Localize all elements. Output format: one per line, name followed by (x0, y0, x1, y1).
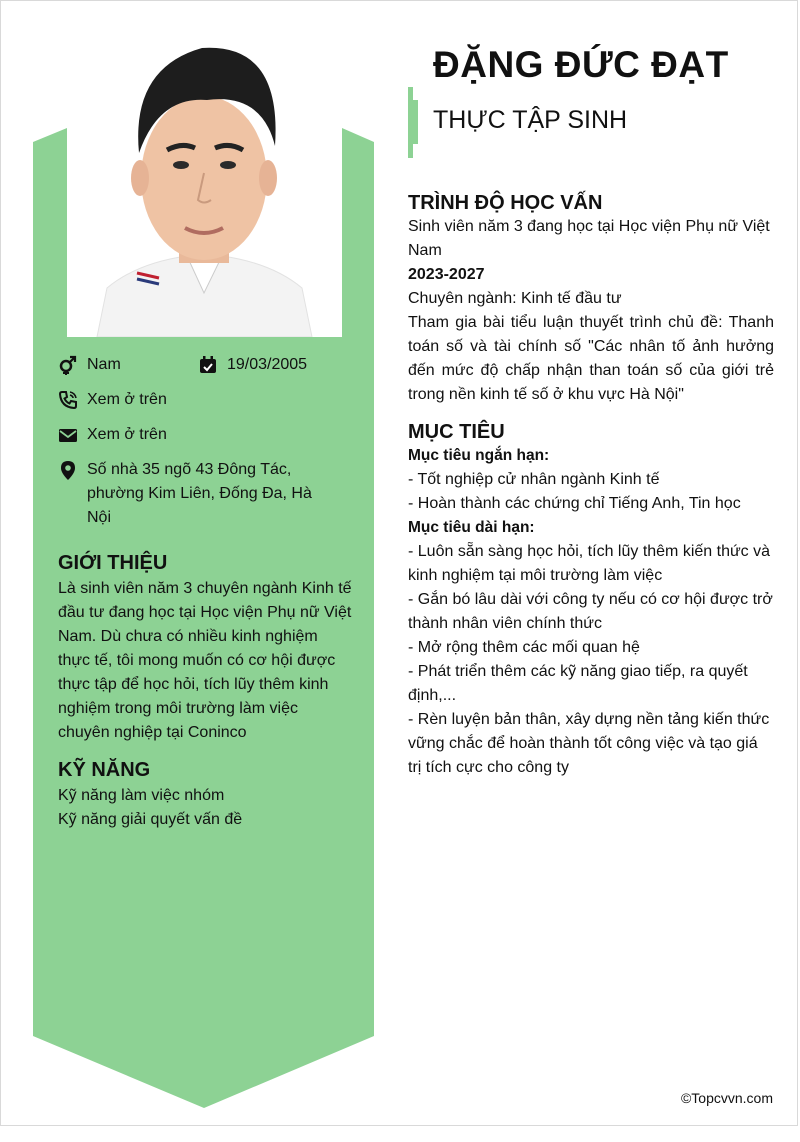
skill-item: Kỹ năng giải quyết vấn đề (58, 811, 243, 828)
email-row (58, 423, 167, 447)
skills-list (58, 784, 353, 832)
intro-title: GIỚI THIỆU (58, 552, 168, 574)
location-pin-icon (58, 460, 78, 480)
education-major: Chuyên ngành: Kinh tế đầu tư (408, 290, 622, 307)
skill-item: Kỹ năng làm việc nhóm (58, 787, 225, 804)
address-row (58, 458, 338, 530)
goals-section (408, 420, 774, 780)
long-goal-item: - Rèn luyện bản thân, xây dựng nền tảng kiến thức vững chắc để hoàn thành tốt công việc và tạo giá trị tích cực cho công ty (408, 711, 770, 776)
short-goals-title: Mục tiêu ngắn hạn: (408, 447, 550, 464)
goals-title: MỤC TIÊU (408, 421, 505, 443)
gender-text: Nam (87, 356, 121, 373)
education-section (408, 191, 774, 407)
skills-title: KỸ NĂNG (58, 759, 151, 781)
short-goal-item: - Tốt nghiệp cử nhân ngành Kinh tế (408, 471, 660, 488)
education-title: TRÌNH ĐỘ HỌC VẤN (408, 192, 603, 214)
profile-photo (67, 38, 342, 337)
email-text: Xem ở trên (87, 426, 167, 443)
candidate-name: ĐẶNG ĐỨC ĐẠT (433, 44, 729, 85)
phone-icon (58, 390, 78, 410)
education-project: Tham gia bài tiểu luận thuyết trình chủ đề: Thanh toán số và tài chính số "Các nhân tố ảnh hưởng đến mức độ chấp nhận than toán số của giới trẻ trong nền kinh tế số ở khu vực Hà Nội" (408, 314, 774, 403)
phone-row (58, 388, 167, 412)
long-goal-item: - Phát triển thêm các kỹ năng giao tiếp, ra quyết định,... (408, 663, 748, 704)
address-text: Số nhà 35 ngõ 43 Đông Tác, phường Kim Liên, Đống Đa, Hà Nội (87, 461, 312, 526)
phone-text: Xem ở trên (87, 391, 167, 408)
envelope-icon (58, 425, 78, 445)
gender-row (58, 353, 121, 377)
candidate-role: THỰC TẬP SINH (433, 106, 628, 134)
education-school: Sinh viên năm 3 đang học tại Học viện Phụ nữ Việt Nam (408, 218, 770, 259)
footer-credit: ©Topcvvn.com (680, 1090, 773, 1106)
long-goal-item: - Luôn sẵn sàng học hỏi, tích lũy thêm kiến thức và kinh nghiệm tại môi trường làm việc (408, 543, 771, 584)
education-years: 2023-2027 (408, 266, 485, 283)
long-goals-title: Mục tiêu dài hạn: (408, 519, 535, 536)
accent-bar-inner (413, 100, 418, 144)
long-goal-item: - Mở rộng thêm các mối quan hệ (408, 639, 640, 656)
long-goal-item: - Gắn bó lâu dài với công ty nếu có cơ hội được trở thành nhân viên chính thức (408, 591, 773, 632)
gender-icon (58, 355, 78, 375)
calendar-icon (198, 355, 218, 375)
birthday-text: 19/03/2005 (227, 356, 308, 373)
intro-text: Là sinh viên năm 3 chuyên ngành Kinh tế đầu tư đang học tại Học viện Phụ nữ Việt Nam. Dù chưa có nhiều kinh nghiệm thực tế, tôi mong muốn có cơ hội được thực tập để học hỏi, tích lũy thêm kinh nghiệm trong môi trường làm việc chuyên nghiệp tại Coninco (58, 580, 352, 741)
birthday-row (198, 353, 307, 377)
short-goal-item: - Hoàn thành các chứng chỉ Tiếng Anh, Tin học (408, 495, 741, 512)
